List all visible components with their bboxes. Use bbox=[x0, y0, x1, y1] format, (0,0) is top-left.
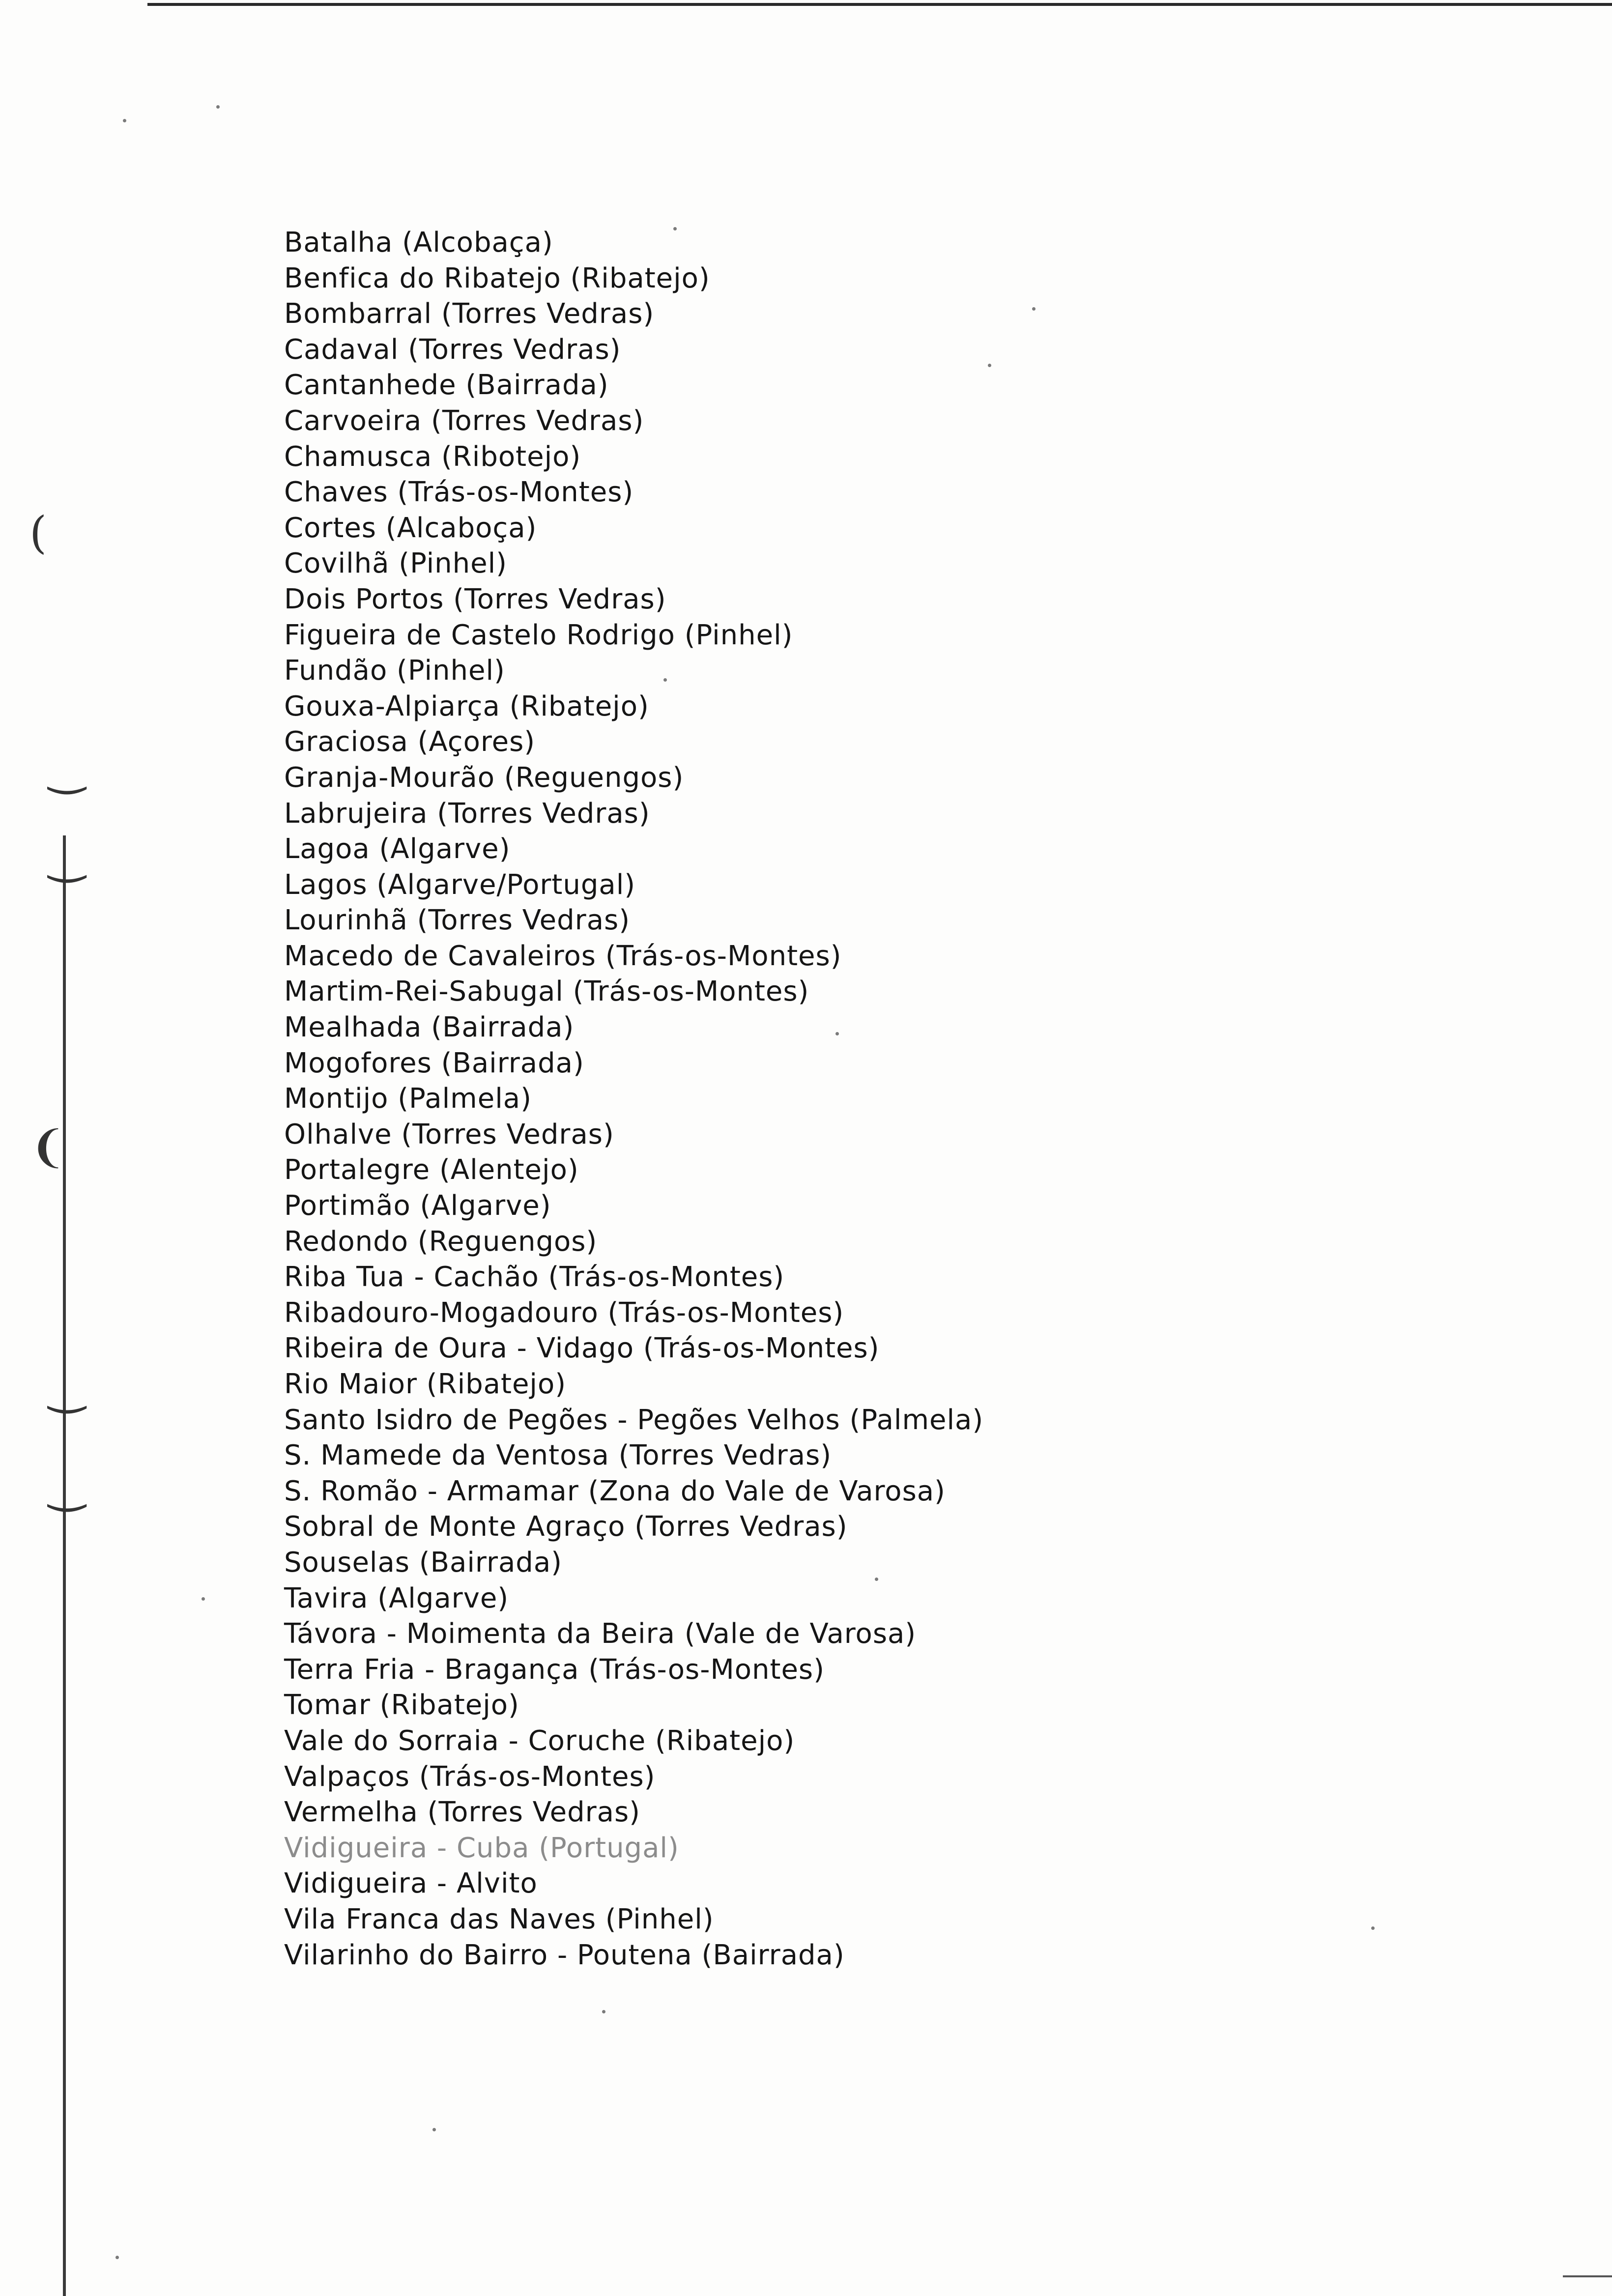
list-item: Vilarinho do Bairro - Poutena (Bairrada) bbox=[284, 1939, 845, 1971]
list-item: Cortes (Alcaboça) bbox=[284, 512, 537, 544]
list-item: Chaves (Trás-os-Montes) bbox=[284, 476, 634, 509]
list-item: Vidigueira - Cuba (Portugal) bbox=[284, 1832, 679, 1864]
list-item: Gouxa-Alpiarça (Ribatejo) bbox=[284, 690, 649, 722]
list-item: Sobral de Monte Agraço (Torres Vedras) bbox=[284, 1511, 848, 1543]
list-item: Vila Franca das Naves (Pinhel) bbox=[284, 1903, 714, 1935]
list-item: Ribadouro-Mogadouro (Trás-os-Montes) bbox=[284, 1296, 844, 1329]
list-item: Martim-Rei-Sabugal (Trás-os-Montes) bbox=[284, 976, 809, 1008]
list-item: Olhalve (Torres Vedras) bbox=[284, 1118, 614, 1150]
list-item: Riba Tua - Cachão (Trás-os-Montes) bbox=[284, 1261, 785, 1293]
speck bbox=[988, 364, 991, 367]
speck bbox=[1371, 1926, 1375, 1930]
list-item: Carvoeira (Torres Vedras) bbox=[284, 404, 644, 437]
binding-mark: ❨ bbox=[29, 1121, 67, 1173]
list-item: Vidigueira - Alvito bbox=[284, 1867, 538, 1900]
binding-mark: ‿ bbox=[49, 1461, 85, 1512]
list-item: Benfica do Ribatejo (Ribatejo) bbox=[284, 262, 710, 294]
list-item: Valpaços (Trás-os-Montes) bbox=[284, 1760, 656, 1793]
list-item: Portalegre (Alentejo) bbox=[284, 1154, 579, 1186]
speck bbox=[602, 2010, 605, 2013]
list-item: Cadaval (Torres Vedras) bbox=[284, 333, 621, 366]
list-item: Vermelha (Torres Vedras) bbox=[284, 1796, 641, 1829]
speck bbox=[216, 105, 220, 109]
speck bbox=[123, 119, 126, 122]
list-item: Macedo de Cavaleiros (Trás-os-Montes) bbox=[284, 940, 842, 972]
list-item: Lagoa (Algarve) bbox=[284, 833, 511, 865]
list-item: Figueira de Castelo Rodrigo (Pinhel) bbox=[284, 619, 793, 651]
list-item: Lagos (Algarve/Portugal) bbox=[284, 868, 636, 901]
binding-line bbox=[63, 835, 66, 2296]
list-item: Tavira (Algarve) bbox=[284, 1582, 509, 1614]
binding-mark: ‿ bbox=[49, 743, 85, 795]
list-item: Mogofores (Bairrada) bbox=[284, 1047, 584, 1079]
list-item: Souselas (Bairrada) bbox=[284, 1546, 563, 1578]
list-item: Montijo (Palmela) bbox=[284, 1083, 532, 1115]
list-item: Távora - Moimenta da Beira (Vale de Varosa) bbox=[284, 1618, 917, 1650]
list-item: S. Romão - Armamar (Zona do Vale de Varosa) bbox=[284, 1475, 946, 1507]
list-item: Portimão (Algarve) bbox=[284, 1190, 551, 1222]
top-rule bbox=[147, 3, 1612, 6]
binding-mark: ‿ bbox=[49, 832, 85, 883]
list-item: Batalha (Alcobaça) bbox=[284, 227, 553, 258]
list-item: Ribeira de Oura - Vidago (Trás-os-Montes) bbox=[284, 1332, 880, 1365]
list-item: Granja-Mourão (Reguengos) bbox=[284, 761, 684, 794]
speck bbox=[1032, 307, 1036, 311]
list-item: Chamusca (Ribotejo) bbox=[284, 440, 581, 473]
place-list bbox=[284, 225, 983, 1973]
bottom-rule bbox=[1563, 2275, 1612, 2277]
speck bbox=[202, 1597, 205, 1601]
list-item: Covilhã (Pinhel) bbox=[284, 547, 508, 580]
list-item: Bombarral (Torres Vedras) bbox=[284, 298, 655, 330]
list-item: Tomar (Ribatejo) bbox=[284, 1689, 519, 1722]
speck bbox=[432, 2128, 436, 2131]
binding-mark: ( bbox=[29, 507, 47, 559]
list-item: Redondo (Reguengos) bbox=[284, 1225, 598, 1258]
speck bbox=[115, 2256, 119, 2259]
list-item: Labrujeira (Torres Vedras) bbox=[284, 797, 650, 830]
list-item: Rio Maior (Ribatejo) bbox=[284, 1368, 567, 1400]
list-item: Lourinhã (Torres Vedras) bbox=[284, 904, 631, 937]
list-item: Fundão (Pinhel) bbox=[284, 655, 505, 687]
list-item: Graciosa (Açores) bbox=[284, 726, 536, 758]
list-item: Vale do Sorraia - Coruche (Ribatejo) bbox=[284, 1724, 795, 1757]
list-item: Santo Isidro de Pegões - Pegões Velhos (Palmela) bbox=[284, 1404, 984, 1436]
list-item: Terra Fria - Bragança (Trás-os-Montes) bbox=[284, 1653, 825, 1686]
list-item: Cantanhede (Bairrada) bbox=[284, 369, 609, 402]
list-item: S. Mamede da Ventosa (Torres Vedras) bbox=[284, 1439, 832, 1472]
list-item: Mealhada (Bairrada) bbox=[284, 1011, 575, 1044]
list-item: Dois Portos (Torres Vedras) bbox=[284, 583, 666, 615]
binding-mark: ‿ bbox=[49, 1362, 85, 1414]
